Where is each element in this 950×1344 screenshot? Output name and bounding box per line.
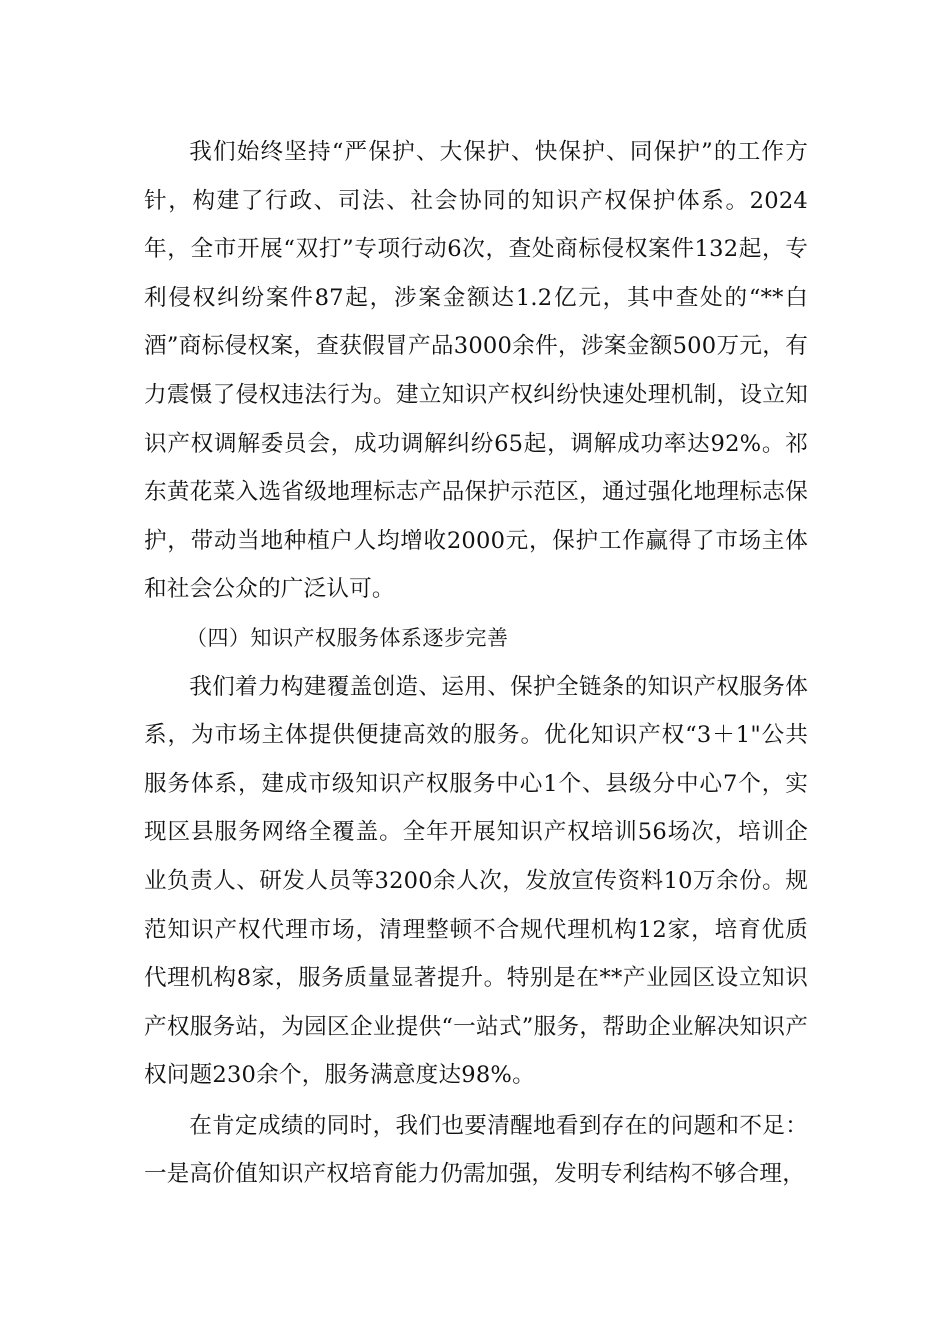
paragraph-service-system: 我们着力构建覆盖创造、运用、保护全链条的知识产权服务体系，为市场主体提供便捷高效的服务。优化知识产权“3＋1"公共服务体系，建成市级知识产权服务中心1个、县级分中心7个，实现区县服务网络全覆盖。全年开展知识产权培训56场次，培训企业负责人、研发人员等3200余人次，发放宣传资料10万余份。规范知识产权代理市场，清理整顿不合规代理机构12家，培育优质代理机构8家，服务质量显著提升。特别是在**产业园区设立知识产权服务站，为园区企业提供“一站式”服务，帮助企业解决知识产权问题230余个，服务满意度达98%。 — [144, 673, 808, 1089]
section-heading-4: （四）知识产权服务体系逐步完善 — [186, 625, 509, 650]
document-body — [144, 128, 808, 1199]
paragraph-protection-system: 我们始终坚持“严保护、大保护、快保护、同保护”的工作方针，构建了行政、司法、社会协同的知识产权保护体系。2024年，全市开展“双打”专项行动6次，查处商标侵权案件132起，专利侵权纠纷案件87起，涉案金额达1.2亿元，其中查处的“**白酒”商标侵权案，查获假冒产品3000余件，涉案金额500万元，有力震慑了侵权违法行为。建立知识产权纠纷快速处理机制，设立知识产权调解委员会，成功调解纠纷65起，调解成功率达92%。祁东黄花菜入选省级地理标志产品保护示范区，通过强化地理标志保护，带动当地种植户人均增收2000元，保护工作赢得了市场主体和社会公众的广泛认可。 — [144, 139, 808, 603]
paragraph-problems: 在肯定成绩的同时，我们也要清醒地看到存在的问题和不足：一是高价值知识产权培育能力仍需加强，发明专利结构不够合理， — [144, 1112, 808, 1188]
